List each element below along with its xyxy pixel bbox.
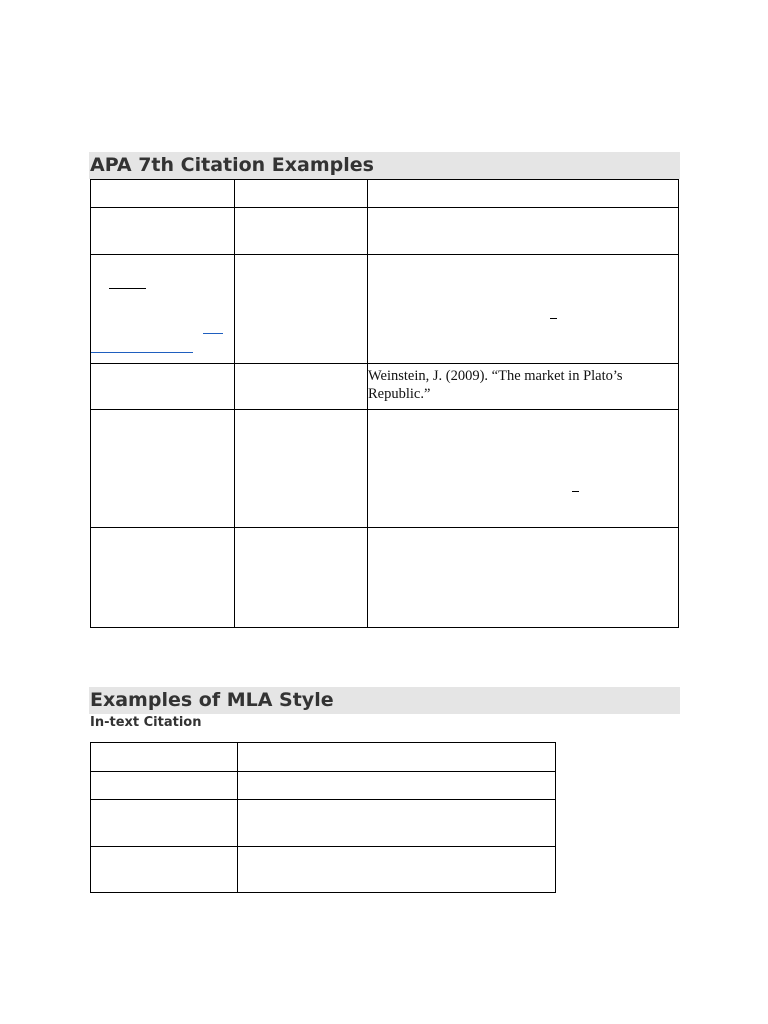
apa-section-heading: APA 7th Citation Examples bbox=[89, 152, 680, 179]
table-cell bbox=[235, 364, 368, 410]
in-text-citation-subheading: In-text Citation bbox=[90, 715, 202, 730]
mla-citation-table bbox=[90, 742, 556, 893]
underline-mark bbox=[550, 318, 557, 319]
table-cell bbox=[235, 410, 368, 528]
table-cell bbox=[368, 208, 679, 255]
table-cell bbox=[238, 800, 556, 847]
table-cell bbox=[238, 772, 556, 800]
table-cell bbox=[238, 743, 556, 772]
apa-citation-table bbox=[90, 179, 679, 628]
table-cell bbox=[91, 772, 238, 800]
table-cell bbox=[235, 208, 368, 255]
table-row bbox=[91, 364, 679, 410]
table-cell bbox=[91, 180, 235, 208]
table-cell bbox=[91, 364, 235, 410]
link-underline[interactable] bbox=[203, 333, 223, 334]
table-cell bbox=[235, 528, 368, 628]
citation-text: Weinstein, J. (2009). “The market in Plato’s Republic.” bbox=[368, 368, 623, 402]
table-cell bbox=[91, 208, 235, 255]
table-cell bbox=[368, 180, 679, 208]
table-row bbox=[91, 180, 679, 208]
table-row bbox=[91, 800, 556, 847]
table-cell bbox=[368, 364, 679, 410]
table-cell bbox=[91, 847, 238, 893]
table-cell bbox=[368, 255, 679, 364]
table-cell bbox=[91, 743, 238, 772]
table-cell bbox=[368, 528, 679, 628]
table-row bbox=[91, 410, 679, 528]
table-cell bbox=[91, 410, 235, 528]
link-underline[interactable] bbox=[91, 352, 193, 353]
table-row bbox=[91, 772, 556, 800]
table-cell bbox=[235, 255, 368, 364]
table-cell bbox=[91, 255, 235, 364]
table-cell bbox=[235, 180, 368, 208]
table-row bbox=[91, 255, 679, 364]
mla-section-heading: Examples of MLA Style bbox=[89, 687, 680, 714]
table-cell bbox=[238, 847, 556, 893]
table-row bbox=[91, 847, 556, 893]
underline-mark bbox=[572, 491, 579, 492]
table-cell bbox=[91, 800, 238, 847]
underline-mark bbox=[109, 288, 146, 289]
table-cell bbox=[368, 410, 679, 528]
table-row bbox=[91, 528, 679, 628]
table-cell bbox=[91, 528, 235, 628]
table-row bbox=[91, 743, 556, 772]
table-row bbox=[91, 208, 679, 255]
